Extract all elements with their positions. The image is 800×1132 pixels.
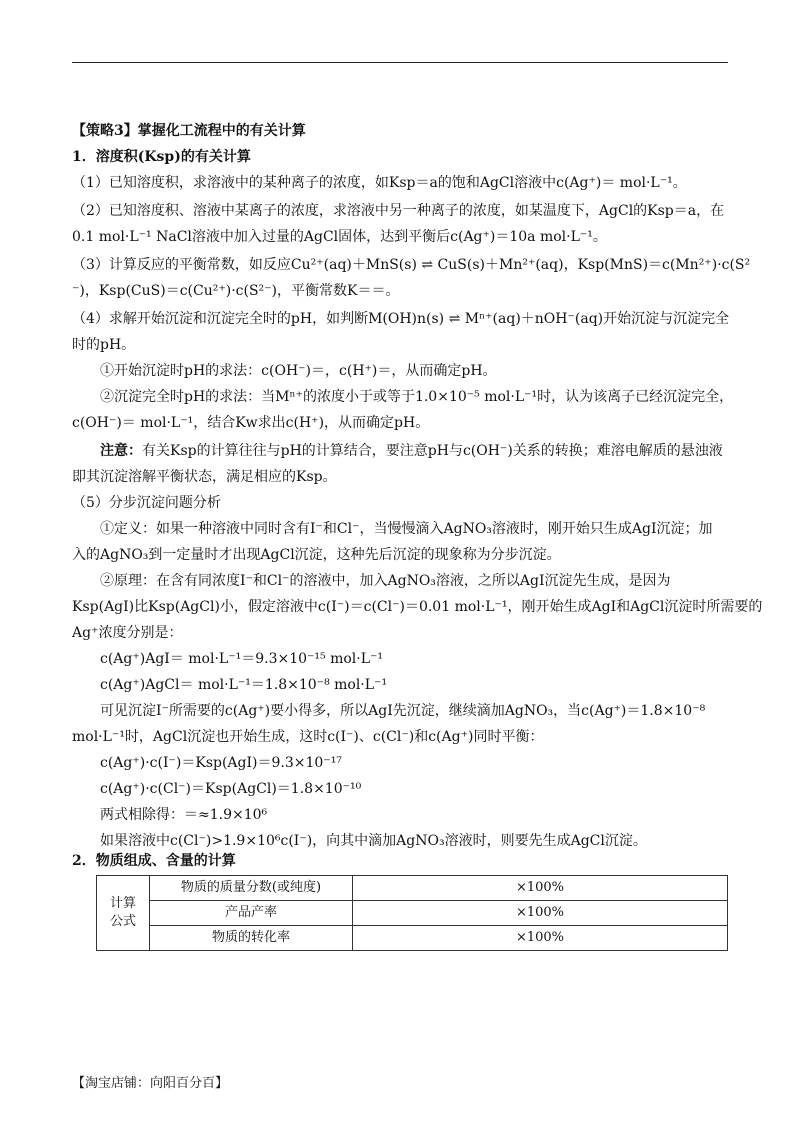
paragraph-5-heading: （5）分步沉淀问题分析: [72, 495, 221, 511]
subsection-title-ksp: 1．溶度积(Ksp)的有关计算: [72, 149, 251, 165]
note-text: 有关Ksp的计算往往与pH的计算结合，要注意pH与c(OH⁻)关系的转换；难溶电解质的悬浊液: [142, 443, 723, 459]
paragraph-5-definition-line-2: 入的AgNO₃到一定量时才出现AgCl沉淀，这种先后沉淀的现象称为分步沉淀。: [72, 547, 561, 563]
equation-ksp-agi: c(Ag⁺)·c(I⁻)＝Ksp(AgI)＝9.3×10⁻¹⁷: [100, 755, 342, 771]
table-cell-value: ×100%: [353, 926, 728, 951]
table-cell-name: 产品产率: [150, 901, 353, 926]
paragraph-4-line-2: 时的pH。: [72, 337, 136, 353]
note-line-2: 即其沉淀溶解平衡状态，满足相应的Ksp。: [72, 469, 337, 485]
table-cell-name: 物质的转化率: [150, 926, 353, 951]
table-cell-name: 物质的质量分数(或纯度): [150, 876, 353, 901]
paragraph-1: （1）已知溶度积，求溶液中的某种离子的浓度，如Ksp＝a的饱和AgCl溶液中c(Ag⁺)＝ mol·L⁻¹。: [72, 175, 687, 191]
table-label-cell: [97, 876, 150, 951]
paragraph-5-conclusion-line-1: 可见沉淀I⁻所需要的c(Ag⁺)要小得多，所以AgI先沉淀，继续滴加AgNO₃，当c(Ag⁺)＝1.8×10⁻⁸: [100, 703, 706, 719]
footer-shop-label: 【淘宝店铺：向阳百分百】: [72, 1076, 229, 1091]
paragraph-5-principle-line-1: ②原理：在含有同浓度I⁻和Cl⁻的溶液中，加入AgNO₃溶液，之所以AgI沉淀先生成，是因为: [100, 573, 671, 589]
note-line-1: [100, 442, 723, 460]
table-label-bottom: 公式: [109, 914, 136, 929]
paragraph-4-start-ph: ①开始沉淀时pH的求法：c(OH⁻)＝，c(H⁺)＝，从而确定pH。: [100, 363, 497, 379]
table-row: [97, 901, 728, 926]
paragraph-5-conclusion-line-2: mol·L⁻¹时，AgCl沉淀也开始生成，这时c(I⁻)、c(Cl⁻)和c(Ag⁺)同时平衡：: [72, 729, 544, 745]
note-label: 注意：: [100, 443, 142, 459]
subsection-title-composition: 2．物质组成、含量的计算: [72, 853, 236, 869]
paragraph-4-complete-ph-line-1: ②沉淀完全时pH的求法：当Mⁿ⁺的浓度小于或等于1.0×10⁻⁵ mol·L⁻¹时，认为该离子已经沉淀完全，: [100, 389, 734, 405]
paragraph-2-line-1: （2）已知溶度积、溶液中某离子的浓度，求溶液中另一种离子的浓度，如某温度下，AgCl的Ksp＝a，在: [72, 203, 725, 219]
table-row: [97, 926, 728, 951]
formula-table: [96, 875, 728, 951]
equation-ksp-agcl: c(Ag⁺)·c(Cl⁻)＝Ksp(AgCl)＝1.8×10⁻¹⁰: [100, 781, 362, 797]
equation-ratio: 两式相除得：＝≈1.9×10⁶: [100, 807, 268, 823]
paragraph-5-final: 如果溶液中c(Cl⁻)>1.9×10⁶c(I⁻)，向其中滴加AgNO₃溶液时，则要先生成AgCl沉淀。: [100, 833, 647, 849]
paragraph-4-complete-ph-line-2: c(OH⁻)＝ mol·L⁻¹，结合Kw求出c(H⁺)，从而确定pH。: [72, 415, 430, 431]
paragraph-5-principle-line-3: Ag⁺浓度分别是：: [72, 625, 183, 641]
paragraph-3-line-1: （3）计算反应的平衡常数，如反应Cu²⁺(aq)＋MnS(s) ⇌ CuS(s)＋Mn²⁺(aq)，Ksp(MnS)＝c(Mn²⁺)·c(S²: [72, 257, 751, 273]
table-row: [97, 876, 728, 901]
section-title: 【策略3】掌握化工流程中的有关计算: [72, 123, 306, 139]
paragraph-5-principle-line-2: Ksp(AgI)比Ksp(AgCl)小，假定溶液中c(I⁻)＝c(Cl⁻)＝0.01 mol·L⁻¹，刚开始生成AgI和AgCl沉淀时所需要的: [72, 599, 763, 615]
paragraph-4-line-1: （4）求解开始沉淀和沉淀完全时的pH，如判断M(OH)n(s) ⇌ Mⁿ⁺(aq)＋nOH⁻(aq)开始沉淀与沉淀完全: [72, 311, 730, 327]
equation-ag-agi: c(Ag⁺)AgI＝ mol·L⁻¹＝9.3×10⁻¹⁵ mol·L⁻¹: [100, 651, 384, 667]
equation-ag-agcl: c(Ag⁺)AgCl＝ mol·L⁻¹＝1.8×10⁻⁸ mol·L⁻¹: [100, 677, 388, 693]
header-rule: [72, 62, 728, 63]
paragraph-2-line-2: 0.1 mol·L⁻¹ NaCl溶液中加入过量的AgCl固体，达到平衡后c(Ag⁺)＝10a mol·L⁻¹。: [72, 229, 607, 245]
paragraph-5-definition-line-1: ①定义：如果一种溶液中同时含有I⁻和Cl⁻，当慢慢滴入AgNO₃溶液时，刚开始只生成AgI沉淀；加: [100, 521, 713, 537]
paragraph-3-line-2: ⁻)，Ksp(CuS)＝c(Cu²⁺)·c(S²⁻)，平衡常数K＝＝。: [72, 283, 400, 299]
table-label-top: 计算: [109, 896, 136, 911]
table-cell-value: ×100%: [353, 876, 728, 901]
table-cell-value: ×100%: [353, 901, 728, 926]
